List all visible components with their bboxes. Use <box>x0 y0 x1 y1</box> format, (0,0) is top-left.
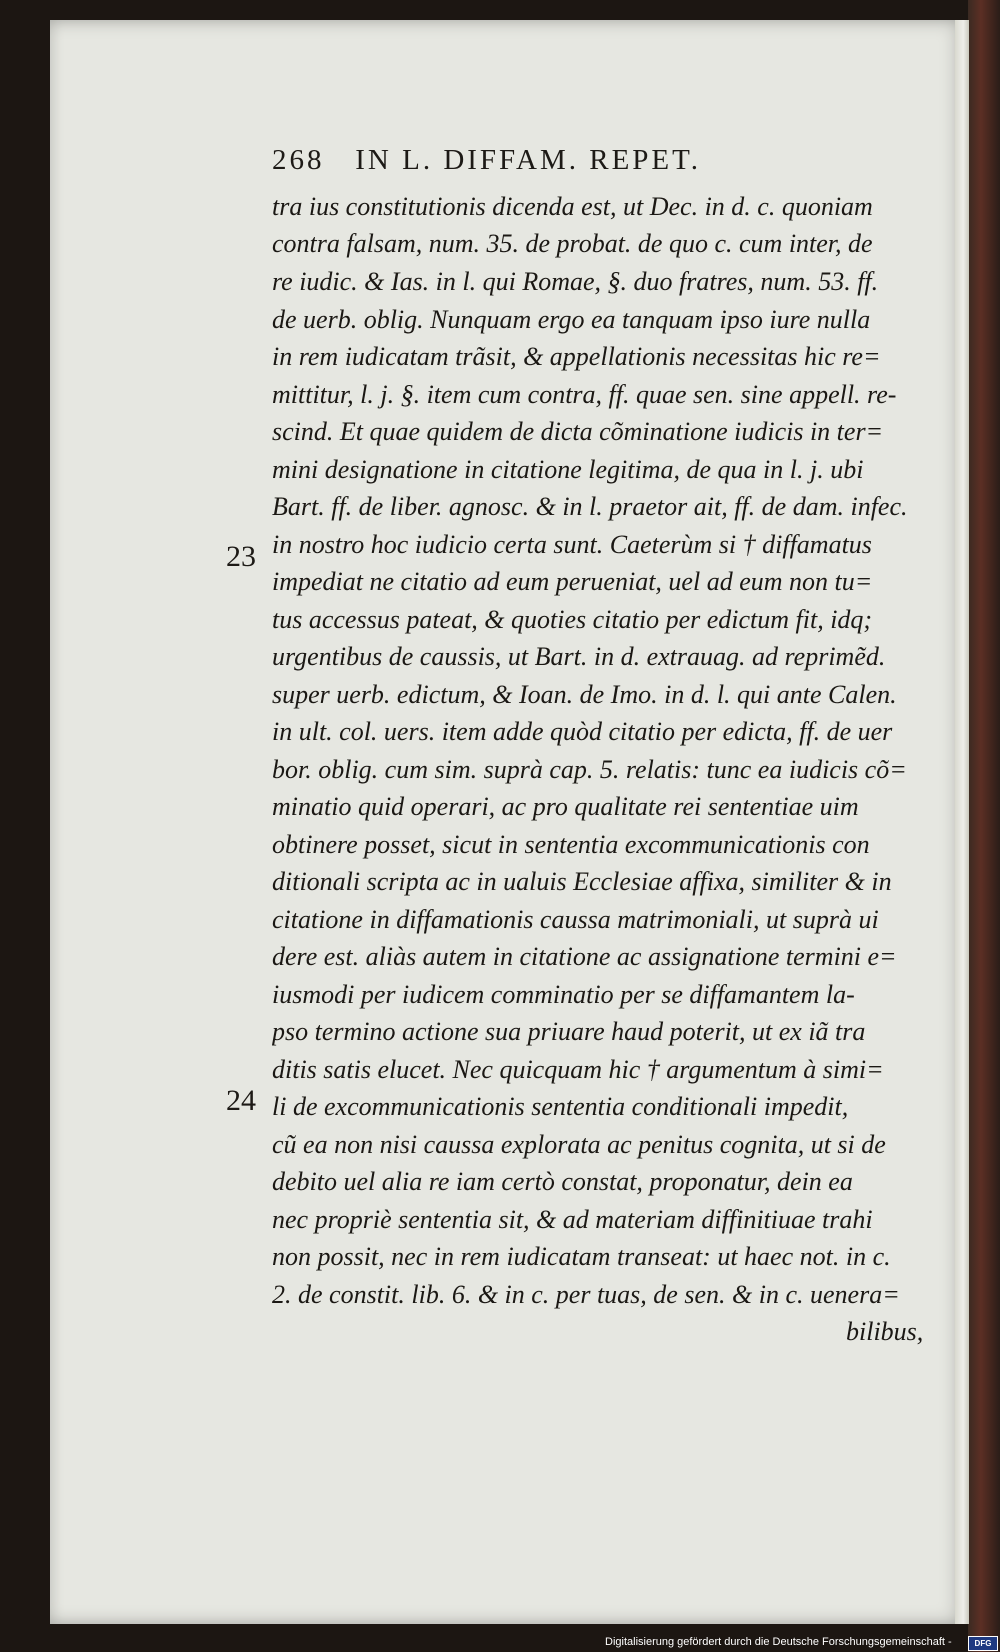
text-line: contra falsam, num. 35. de probat. de quo c. cum inter, de <box>272 229 873 258</box>
text-line: in rem iudicatam trãsit, & appellationis necessitas hic re= <box>272 342 881 371</box>
text-line: in nostro hoc iudicio certa sunt. Caeterùm si † diffamatus <box>272 530 872 559</box>
text-line: citatione in diffamationis caussa matrimoniali, ut suprà ui <box>272 905 879 934</box>
text-line: dere est. aliàs autem in citatione ac assignatione termini e= <box>272 942 897 971</box>
text-line: impediat ne citatio ad eum perueniat, uel ad eum non tu= <box>272 567 873 596</box>
text-line: minatio quid operari, ac pro qualitate rei sententiae uim <box>272 792 859 821</box>
text-line: iusmodi per iudicem comminatio per se diffamantem la- <box>272 980 855 1009</box>
text-line: li de excommunicationis sententia conditionali impedit, <box>272 1092 849 1121</box>
digitization-credit: Digitalisierung gefördert durch die Deutsche Forschungsgemeinschaft - <box>605 1636 952 1648</box>
text-line: scind. Et quae quidem de dicta cõminatione iudicis in ter= <box>272 417 884 446</box>
margin-note-24: 24 <box>226 1084 256 1117</box>
page-edge <box>955 20 969 1624</box>
dfg-logo: DFG <box>968 1636 998 1651</box>
text-line: bilibus, <box>846 1317 924 1346</box>
text-line: de uerb. oblig. Nunquam ergo ea tanquam ipso iure nulla <box>272 305 871 334</box>
text-line: tus accessus pateat, & quoties citatio per edictum fit, idq; <box>272 605 873 634</box>
margin-note-23: 23 <box>226 540 256 573</box>
text-line: ditis satis elucet. Nec quicquam hic † argumentum à simi= <box>272 1055 884 1084</box>
text-line: bor. oblig. cum sim. suprà cap. 5. relatis: tunc ea iudicis cõ= <box>272 755 907 784</box>
text-line: super uerb. edictum, & Ioan. de Imo. in d. l. qui ante Calen. <box>272 680 897 709</box>
text-line: urgentibus de caussis, ut Bart. in d. extrauag. ad reprimẽd. <box>272 642 886 671</box>
text-line: mittitur, l. j. §. item cum contra, ff. quae sen. sine appell. re- <box>272 380 897 409</box>
text-line: nec propriè sententia sit, & ad materiam diffinitiuae trahi <box>272 1205 873 1234</box>
text-line: debito uel alia re iam certò constat, proponatur, dein ea <box>272 1167 853 1196</box>
text-line: obtinere posset, sicut in sententia excommunicationis con <box>272 830 870 859</box>
text-line: tra ius constitutionis dicenda est, ut Dec. in d. c. quoniam <box>272 192 873 221</box>
text-line: cũ ea non nisi caussa explorata ac penitus cognita, ut si de <box>272 1130 886 1159</box>
text-line: pso termino actione sua priuare haud poterit, ut ex iã tra <box>272 1017 866 1046</box>
text-line: re iudic. & Ias. in l. qui Romae, §. duo fratres, num. 53. ff. <box>272 267 879 296</box>
text-line: mini designatione in citatione legitima, de qua in l. j. ubi <box>272 455 864 484</box>
text-line: in ult. col. uers. item adde quòd citatio per edicta, ff. de uer <box>272 717 893 746</box>
book-cover-edge <box>968 0 1000 1652</box>
page-header: 268 IN L. DIFFAM. REPET. <box>272 144 701 176</box>
text-line: non possit, nec in rem iudicatam transeat: ut haec not. in c. <box>272 1242 891 1271</box>
text-line: 2. de constit. lib. 6. & in c. per tuas, de sen. & in c. uenera= <box>272 1280 900 1309</box>
text-line: Bart. ff. de liber. agnosc. & in l. praetor ait, ff. de dam. infec. <box>272 492 908 521</box>
text-line: ditionali scripta ac in ualuis Ecclesiae affixa, similiter & in <box>272 867 892 896</box>
